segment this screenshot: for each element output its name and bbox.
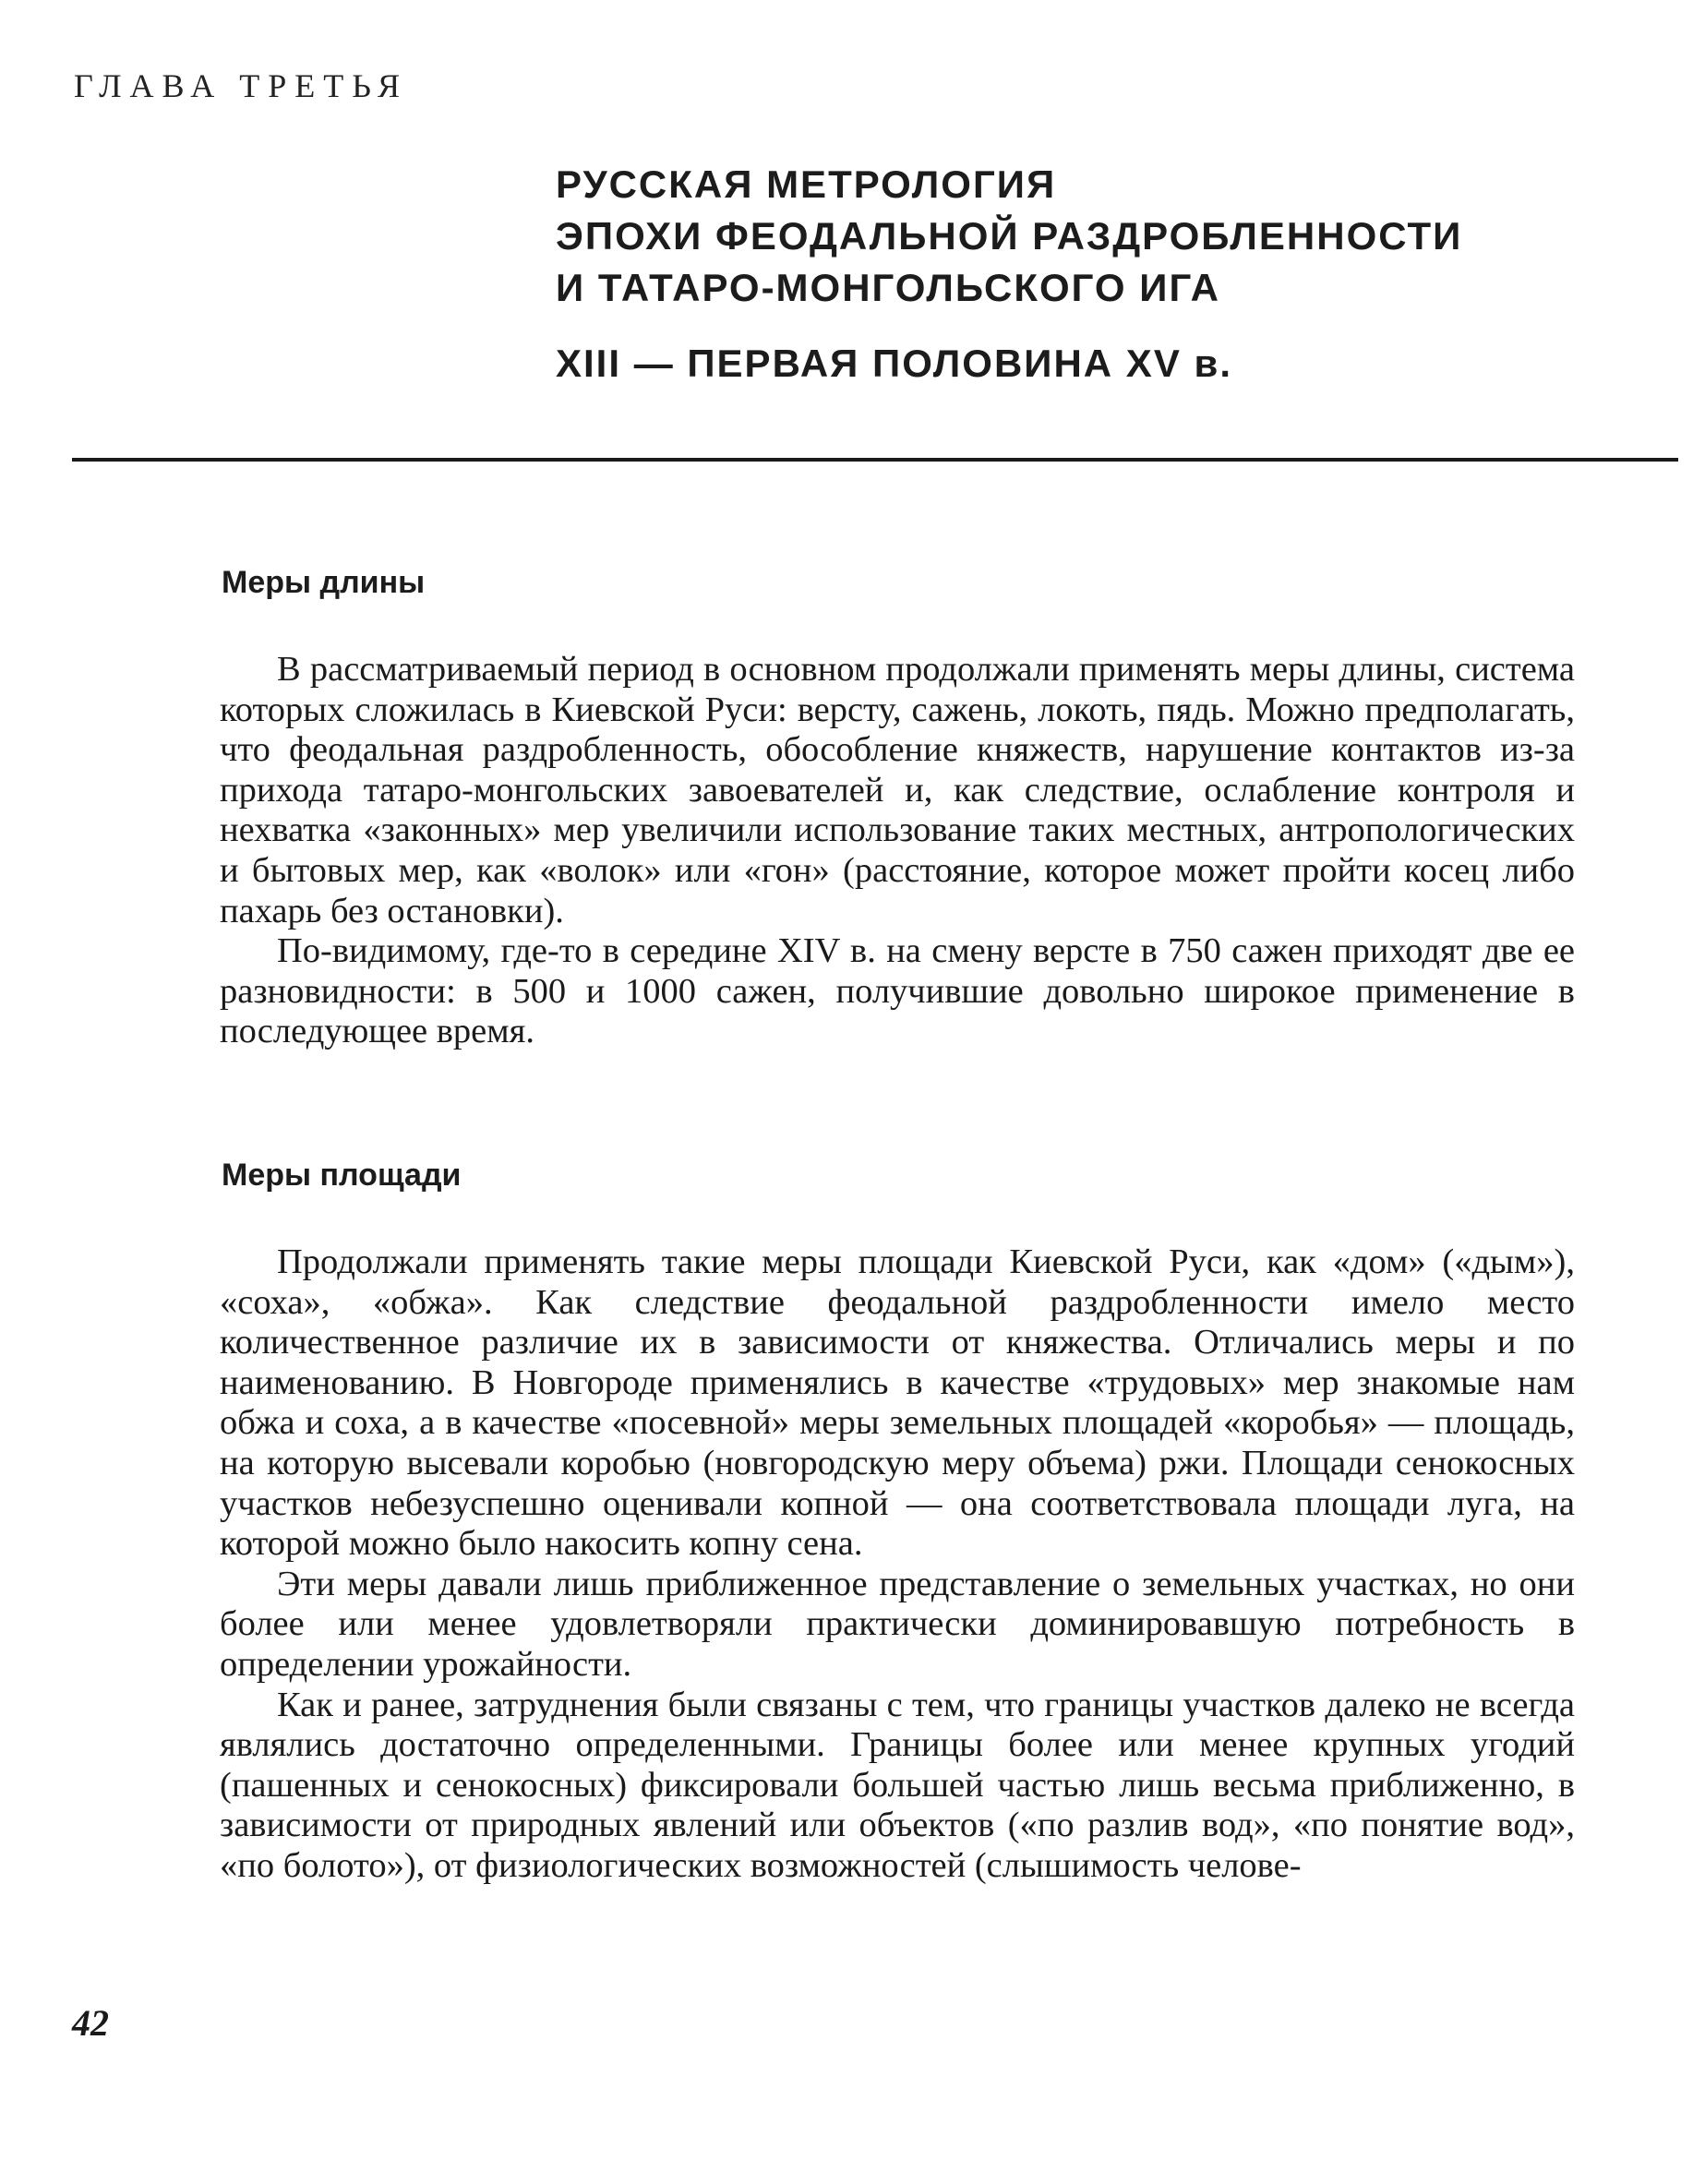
section-heading-length: Меры длины xyxy=(222,565,426,600)
chapter-label: ГЛАВА ТРЕТЬЯ xyxy=(74,67,409,104)
section-heading-area: Меры площади xyxy=(222,1158,462,1193)
horizontal-rule xyxy=(72,458,1678,462)
paragraph: Как и ранее, затруднения были связаны с тем, что границы участков далеко не всегда являлись достаточно определенными. Границы более или менее крупных угодий (пашенных и сенокосных) фиксировали большей частью лишь весьма приближенно, в зависимости от природных явлений или объектов («по разлив вод», «по понятие вод», «по болото»), от физиологических возможностей (слышимость челове- xyxy=(220,1685,1575,1885)
section-body-length xyxy=(220,650,1575,1052)
title-line: И ТАТАРО-МОНГОЛЬСКОГО ИГА xyxy=(556,266,1220,309)
paragraph: По-видимому, где-то в середине XIV в. на смену версте в 750 сажен приходят две ее разновидности: в 500 и 1000 сажен, получившие довольно широкое применение в последующее время. xyxy=(220,931,1575,1051)
page-number: 42 xyxy=(72,2002,109,2044)
title-line: РУССКАЯ МЕТРОЛОГИЯ xyxy=(556,162,1057,206)
chapter-title xyxy=(556,159,1617,386)
title-period: XIII — ПЕРВАЯ ПОЛОВИНА XV в. xyxy=(556,342,1232,385)
title-line: ЭПОХИ ФЕОДАЛЬНОЙ РАЗДРОБЛЕННОСТИ xyxy=(556,214,1463,258)
section-body-area xyxy=(220,1242,1575,1887)
paragraph: Эти меры давали лишь приближенное представление о земельных участках, но они более или менее удовлетворяли практически доминировавшую потребность в определении урожайности. xyxy=(220,1564,1575,1684)
paragraph: В рассматриваемый период в основном продолжали применять меры длины, система которых сложилась в Киевской Руси: версту, сажень, локоть, пядь. Можно предполагать, что феодальная раздробленность, обособление княжеств, нарушение контактов из-за прихода татаро-монгольских завоевателей и, как следствие, ослабление контроля и нехватка «законных» мер увеличили использование таких местных, антропологических и бытовых мер, как «волок» или «гон» (расстояние, которое может пройти косец либо пахарь без остановки). xyxy=(220,650,1575,930)
paragraph: Продолжали применять такие меры площади Киевской Руси, как «дом» («дым»), «соха», «обжа». Как следствие феодальной раздробленности имело место количественное различие их в зависимости от княжества. Отличались меры и по наименованию. В Новгороде применялись в качестве «трудовых» мер знакомые нам обжа и соха, а в качестве «посевной» меры земельных площадей «коробья» — площадь, на которую высевали коробью (новгородскую меру объема) ржи. Площади сенокосных участков небезуспешно оценивали копной — она соответствовала площади луга, на которой можно было накосить копну сена. xyxy=(220,1242,1575,1564)
